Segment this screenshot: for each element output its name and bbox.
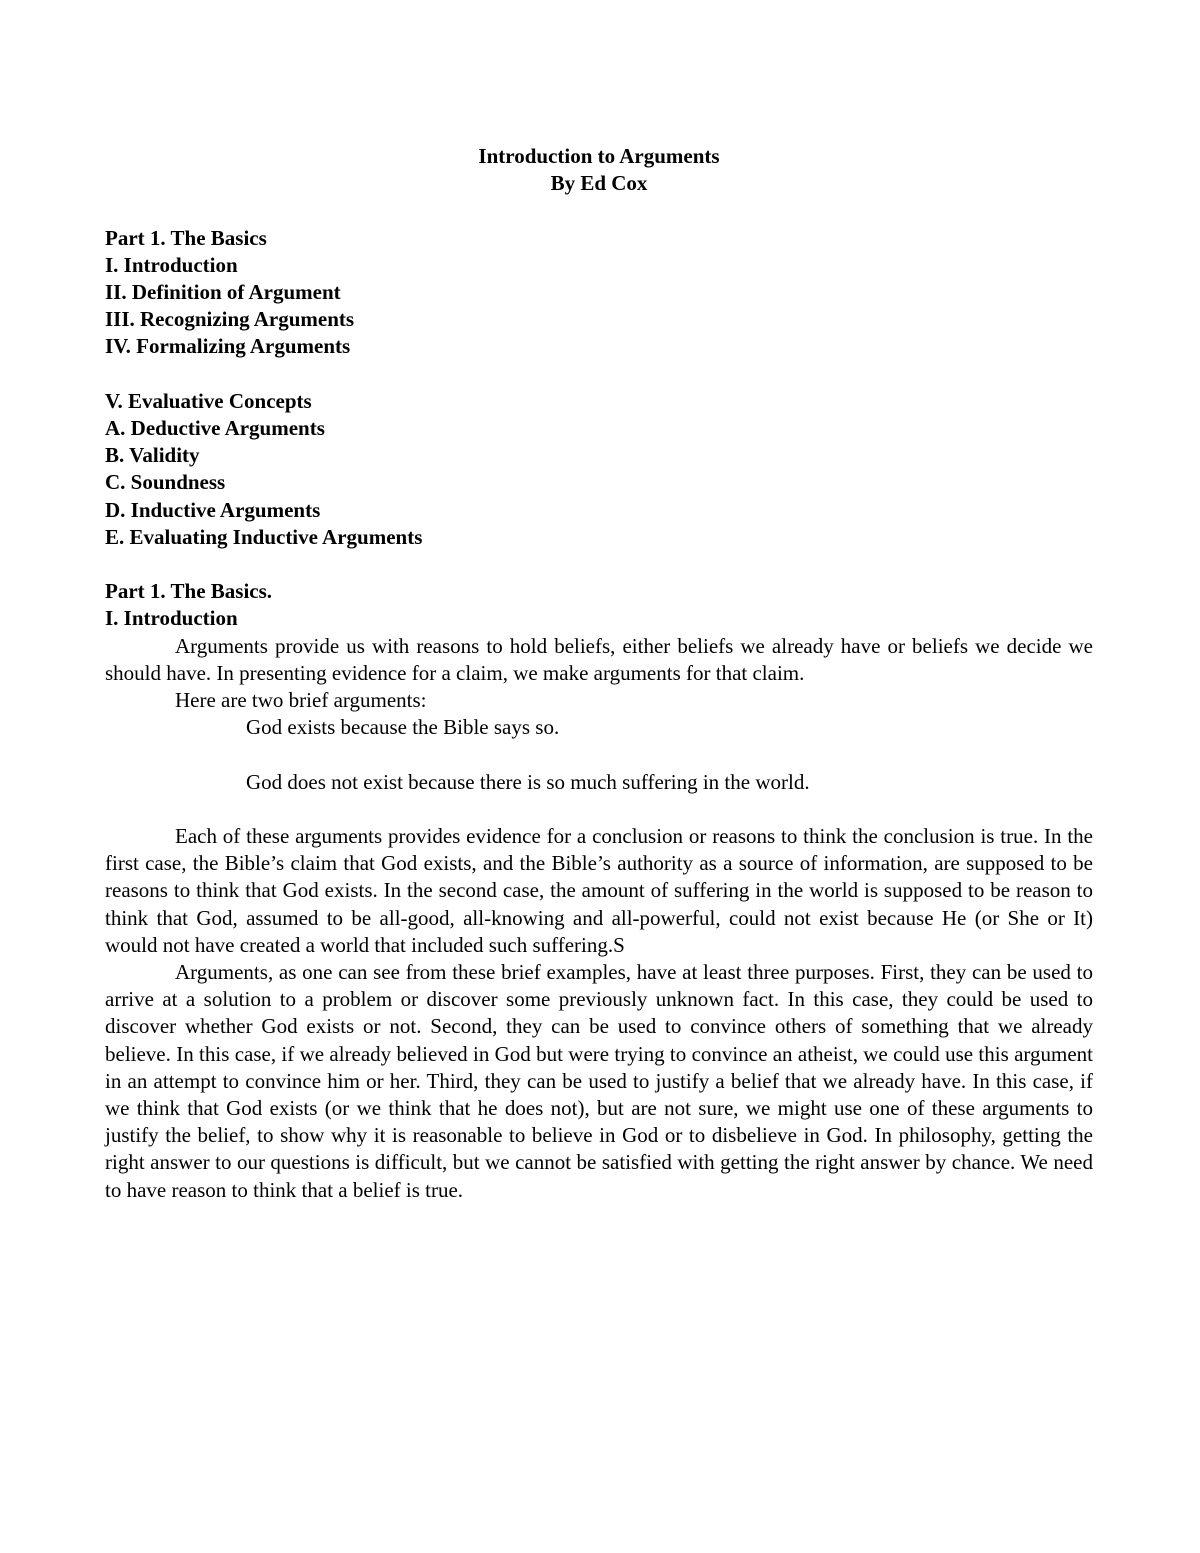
- example-argument-1: God exists because the Bible says so.: [246, 715, 560, 740]
- toc-item: I. Introduction: [105, 252, 238, 277]
- toc-item: A. Deductive Arguments: [105, 416, 325, 440]
- toc-item: B. Validity: [105, 443, 200, 468]
- paragraph-4: Arguments, as one can see from these brief examples, have at least three purposes. First, they can be used to arrive at a solution to a problem or discover some previously unknown fact. In this case, they could be used to discover whether God exists or not. Second, they can be used to convince others of something that we already believe. In this case, if we already believed in God but were trying to convince an atheist, we could use this argument in an attempt to convince him or her. Third, they can be used to justify a belief that we already have. In this case, if we think that God exists (or we think that he does not), but are not sure, we might use one of these arguments to justify the belief, to show why it is reasonable to believe in God or to disbelieve in God. In philosophy, getting the right answer to our questions is difficult, but we cannot be satisfied with getting the right answer by chance. We need to have reason to think that a belief is true.: [105, 960, 1093, 1202]
- toc-part-heading: Part 1. The Basics: [105, 225, 267, 250]
- toc-item: D. Inductive Arguments: [105, 497, 321, 522]
- toc-item: II. Definition of Argument: [105, 280, 341, 304]
- paragraph-3: Each of these arguments provides evidence for a conclusion or reasons to think the conclusion is true. In the first case, the Bible’s claim that God exists, and the Bible’s authority as a source of information, are supposed to be reasons to think that God exists. In the second case, the amount of suffering in the world is supposed to be reason to think that God, assumed to be all-good, all-knowing and all-powerful, could not exist because He (or She or It) would not have created a world that included such suffering.S: [105, 824, 1093, 957]
- title-block: [105, 143, 1093, 197]
- toc-item: III. Recognizing Arguments: [105, 307, 355, 332]
- toc-item: E. Evaluating Inductive Arguments: [105, 524, 423, 549]
- paragraph-2: Here are two brief arguments:: [175, 688, 427, 713]
- document-author: By Ed Cox: [550, 171, 648, 196]
- paragraph-1: Arguments provide us with reasons to hold beliefs, either beliefs we already have or beliefs we decide we should have. In presenting evidence for a claim, we make arguments for that claim.: [105, 633, 1093, 685]
- section-heading: I. Introduction: [105, 606, 238, 631]
- document-page: [105, 143, 1093, 1204]
- document-title: Introduction to Arguments: [478, 144, 720, 168]
- toc-item: V. Evaluative Concepts: [105, 388, 312, 413]
- toc-item: IV. Formalizing Arguments: [105, 334, 351, 359]
- table-of-contents: [105, 225, 1093, 551]
- toc-item: C. Soundness: [105, 470, 226, 495]
- example-argument-2: God does not exist because there is so much suffering in the world.: [246, 769, 810, 794]
- part-heading: Part 1. The Basics.: [105, 579, 273, 604]
